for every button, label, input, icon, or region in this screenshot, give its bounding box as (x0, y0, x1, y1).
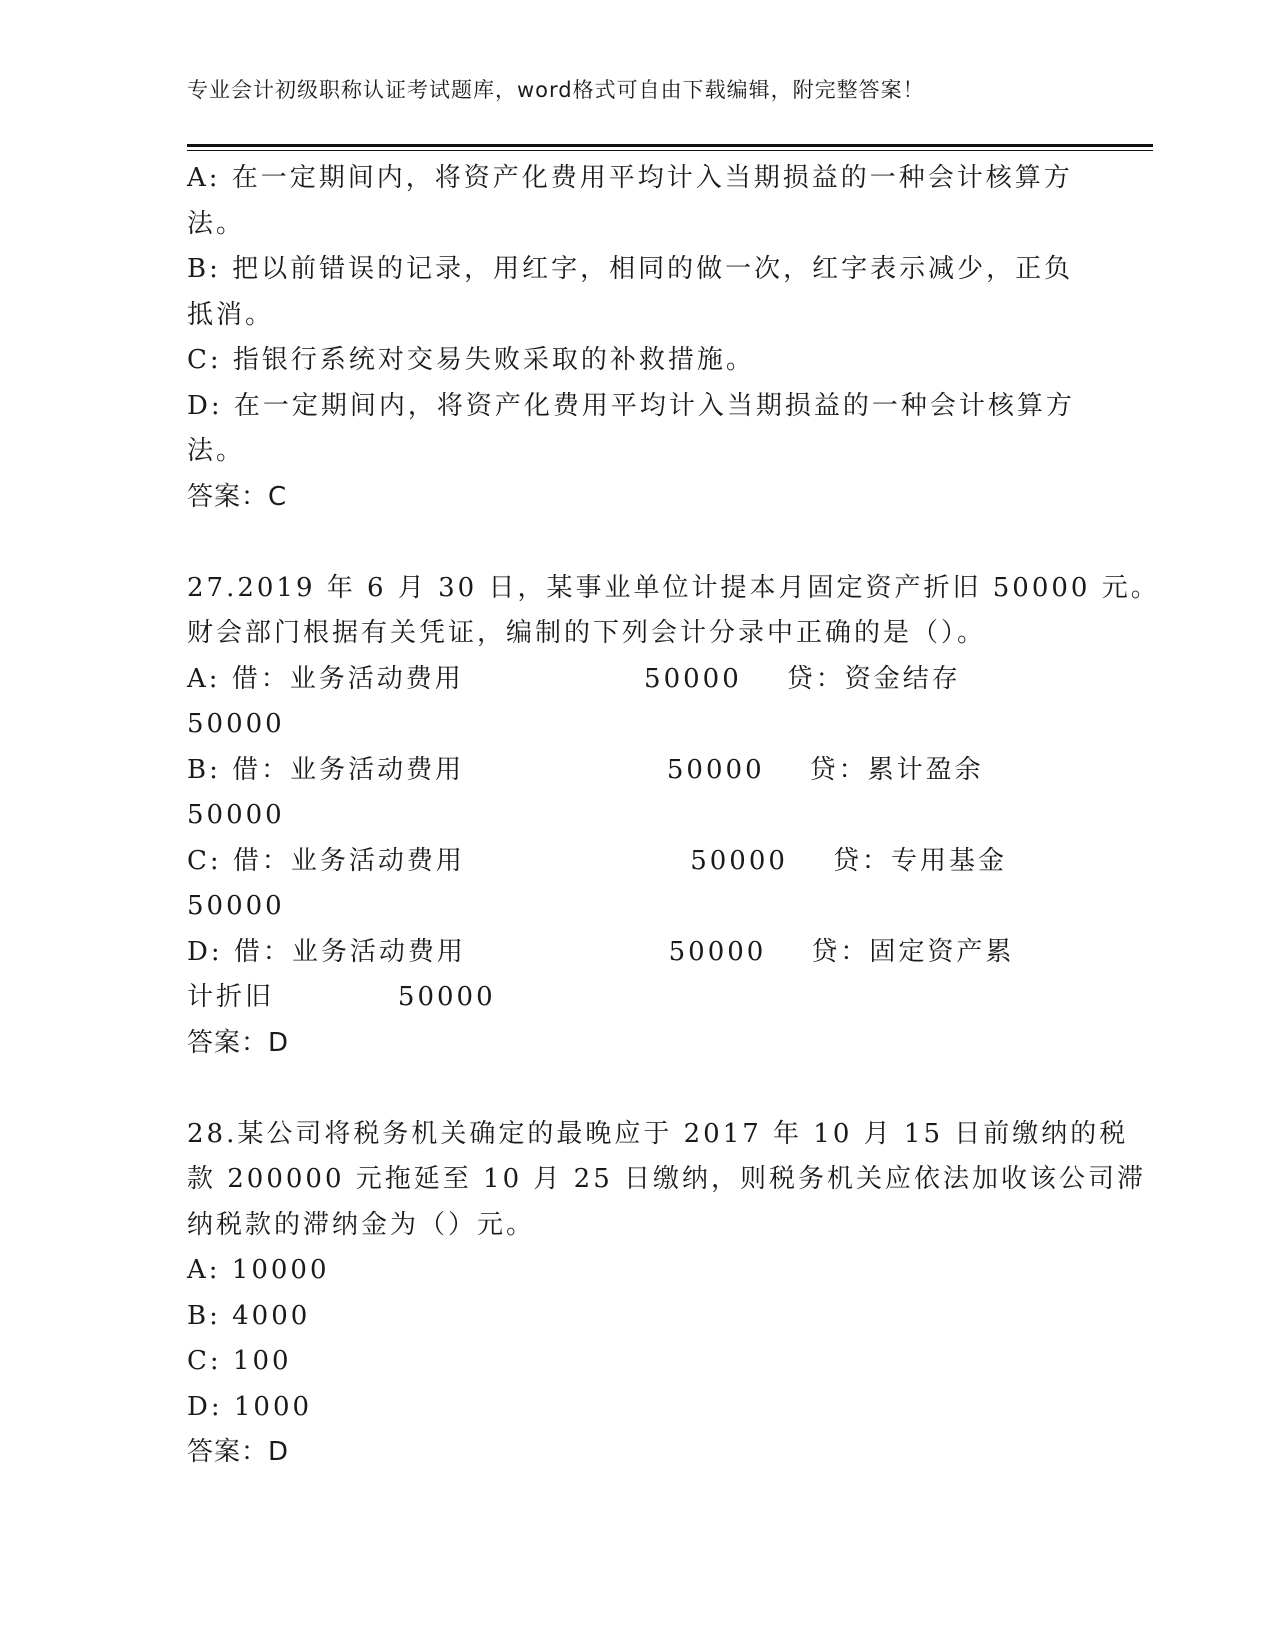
question-content (187, 156, 1160, 1476)
option-d-line: D: 1000 (187, 1391, 313, 1422)
option-a-line: A: 10000 (187, 1255, 330, 1285)
option-b-line: B: 借：业务活动费用 50000 贷：累计盈余 (187, 754, 984, 785)
option-c-line: C: 100 (187, 1346, 292, 1376)
question-26 (187, 156, 1075, 520)
option-c-line-cont: 50000 (187, 891, 285, 921)
answer-line: 答案：D (187, 1027, 290, 1058)
question-stem-line-cont: 款 200000 元拖延至 10 月 25 日缴纳，则税务机关应依法加收该公司滞 (187, 1164, 1147, 1194)
option-a-line-cont: 50000 (187, 709, 285, 739)
option-c-line: C: 指银行系统对交易失败采取的补救措施。 (187, 345, 755, 375)
page-header: 专业会计初级职称认证考试题库，word格式可自由下载编辑，附完整答案！ (187, 78, 925, 102)
header-rule-thick (187, 144, 1153, 147)
spacer (187, 520, 1067, 566)
question-stem-line: 28.某公司将税务机关确定的最晚应于 2017 年 10 月 15 日前缴纳的税 (187, 1118, 1129, 1149)
answer-line: 答案：C (187, 481, 288, 512)
question-27 (187, 566, 1160, 1067)
option-b-line-cont: 50000 (187, 800, 285, 830)
option-b-line: B: 4000 (187, 1300, 311, 1331)
option-d-line: D: 在一定期间内，将资产化费用平均计入当期损益的一种会计核算方 (187, 390, 1075, 421)
option-b-line: B: 把以前错误的记录，用红字，相同的做一次，红字表示减少，正负 (187, 254, 1074, 284)
option-c-line: C: 借：业务活动费用 50000 贷：专用基金 (187, 845, 1007, 876)
answer-line: 答案：D (187, 1437, 290, 1467)
option-d-line-cont: 计折旧 50000 (187, 982, 496, 1012)
option-b-line-cont: 抵消。 (187, 299, 275, 330)
question-stem-line-end: 纳税款的滞纳金为（）元。 (187, 1209, 536, 1240)
question-stem-line-cont: 财会部门根据有关凭证，编制的下列会计分录中正确的是（）。 (187, 618, 987, 648)
option-d-line: D: 借：业务活动费用 50000 贷：固定资产累 (187, 936, 1015, 967)
option-a-line-cont: 法。 (187, 208, 246, 239)
option-a-line: A: 在一定期间内，将资产化费用平均计入当期损益的一种会计核算方 (187, 163, 1073, 193)
option-d-line-cont: 法。 (187, 436, 246, 466)
question-28 (187, 1112, 1147, 1476)
option-a-line: A: 借：业务活动费用 50000 贷：资金结存 (187, 663, 961, 694)
spacer (187, 1066, 1067, 1112)
header-rule-thin (187, 150, 1153, 151)
question-stem-line: 27.2019 年 6 月 30 日，某事业单位计提本月固定资产折旧 50000 元。 (187, 572, 1160, 603)
